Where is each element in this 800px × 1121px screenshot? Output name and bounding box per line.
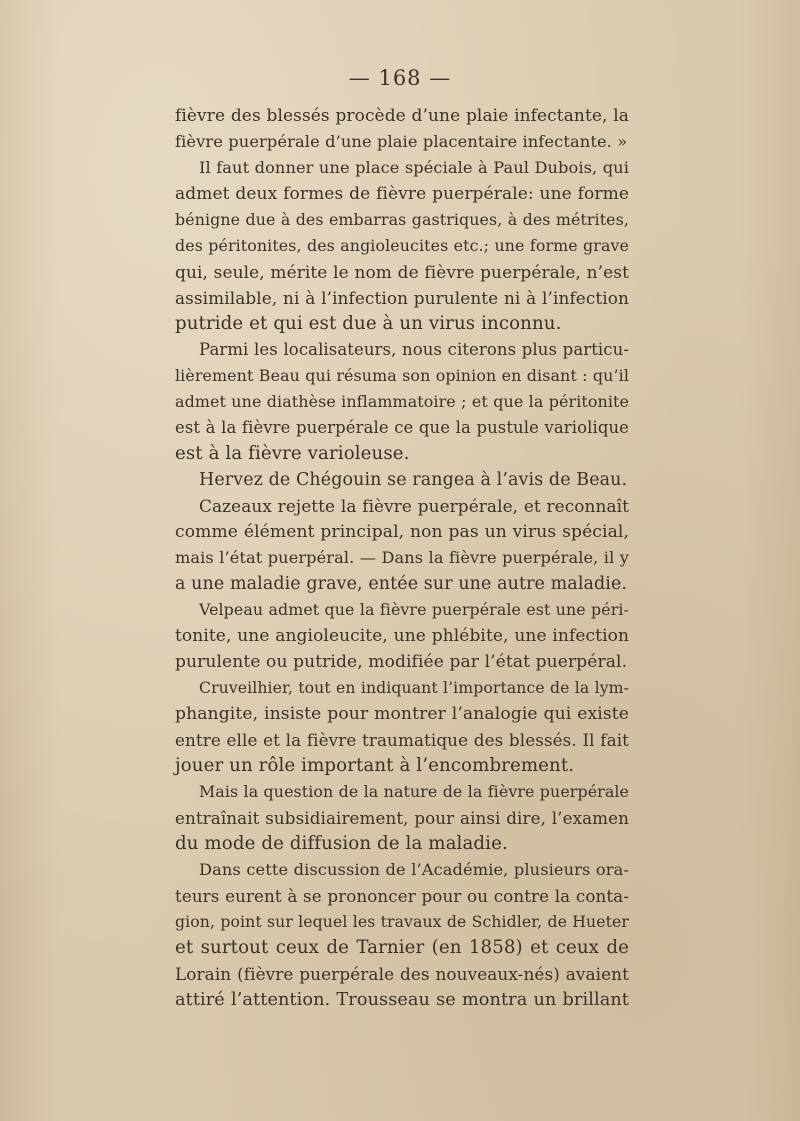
text-line: Cruveilhier, tout en indiquant l’importance de la lym- [199,678,629,697]
text-line: lièrement Beau qui résuma son opinion en disant : qu’il [175,366,629,385]
text-line: a une maladie grave, entée sur une autre maladie. [175,574,628,594]
text-line: est à la fièvre varioleuse. [175,443,410,464]
text-line: assimilable, ni à l’infection purulente ni à l’infection [175,288,629,308]
text-line: phangite, insiste pour montrer l’analogie qui existe [175,704,629,724]
text-line: Parmi les localisateurs, nous citerons plus particu- [199,340,629,359]
text-line: Dans cette discussion de l’Académie, plusieurs ora- [199,860,629,879]
text-line: mais l’état puerpéral. — Dans la fièvre puerpérale, il y [175,548,629,567]
text-line: Velpeau admet que la fièvre puerpérale est une péri- [199,600,629,619]
text-line: entre elle et la fièvre traumatique des blessés. Il fait [175,730,629,750]
body-text [175,103,629,1013]
text-line: et surtout ceux de Tarnier (en 1858) et ceux de [175,937,629,958]
text-line: purulente ou putride, modifiée par l’état puerpéral. [175,652,628,672]
text-line: fièvre des blessés procède d’une plaie infectante, la [175,106,629,126]
text-line: bénigne due à des embarras gastriques, à des métrites, [175,210,629,229]
text-line: jouer un rôle important à l’encombrement. [175,755,575,776]
text-line: est à la fièvre puerpérale ce que la pustule variolique [175,418,629,437]
text-line: Il faut donner une place spéciale à Paul Dubois, qui [199,158,629,177]
text-line: admet deux formes de fièvre puerpérale: une forme [175,184,629,204]
page-number: — 168 — [348,66,452,90]
text-line: Mais la question de la nature de la fièvre puerpérale [199,782,629,801]
text-line: tonite, une angioleucite, une phlébite, une infection [175,626,629,646]
text-line: Cazeaux rejette la fièvre puerpérale, et reconnaît [199,496,629,516]
text-line: entraînait subsidiairement, pour ainsi dire, l’examen [175,808,629,828]
text-line: des péritonites, des angioleucites etc.; une forme grave [175,236,629,255]
text-line: gion, point sur lequel les travaux de Schidler, de Hueter [175,912,629,931]
text-line: comme élément principal, non pas un virus spécial, [175,522,629,542]
text-line: du mode de diffusion de la maladie. [175,833,508,854]
text-line: Lorain (fièvre puerpérale des nouveaux-nés) avaient [175,964,629,984]
text-line: qui, seule, mérite le nom de fièvre puerpérale, n’est [175,262,629,282]
text-line: attiré l’attention. Trousseau se montra un brillant [175,990,629,1010]
text-line: Hervez de Chégouin se rangea à l’avis de Beau. [199,470,628,490]
text-line: admet une diathèse inflammatoire ; et que la péritonite [175,392,629,411]
text-line: putride et qui est due à un virus inconnu. [175,313,562,334]
text-line: teurs eurent à se prononcer pour ou contre la conta- [175,886,629,906]
text-line: fièvre puerpérale d’une plaie placentaire infectante. » [175,132,628,151]
